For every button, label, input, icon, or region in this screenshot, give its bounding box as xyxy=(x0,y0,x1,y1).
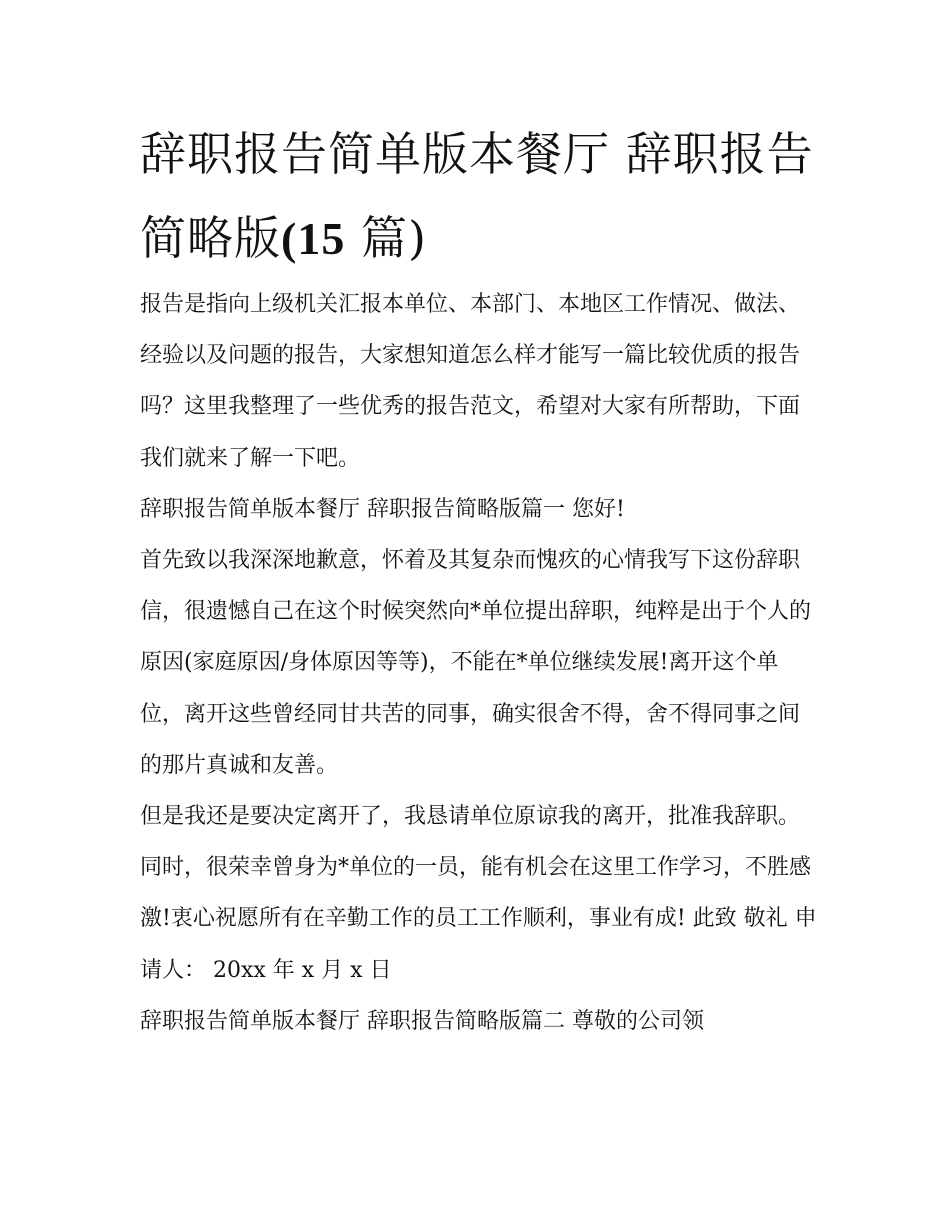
body-paragraph: 同时，很荣幸曾身为*单位的一员，能有机会在这里工作学习，不胜感激!衷心祝愿所有在辛勤工作的员工工作顺利，事业有成! 此致 敬礼 申请人： 20xx 年 x 月 x 日 xyxy=(140,855,817,983)
body-paragraph: 但是我还是要决定离开了，我恳请单位原谅我的离开，批准我辞职。 xyxy=(140,804,801,830)
document-title xyxy=(140,112,820,281)
title-text: 辞职报告简单版本餐厅 辞职报告简略版 xyxy=(140,127,814,265)
title-suffix: 篇) xyxy=(345,211,427,265)
section-heading-2: 辞职报告简单版本餐厅 辞职报告简略版篇二 尊敬的公司领 xyxy=(140,1008,704,1034)
body-paragraph: 首先致以我深深地歉意，怀着及其复杂而愧疚的心情我写下这份辞职信，很遗憾自己在这个时候突然向*单位提出辞职，纯粹是出于个人的原因(家庭原因/身体原因等等)，不能在*单位继续发展!离开这个单位，离开这些曾经同甘共苦的同事，确实很舍不得，舍不得同事之间的那片真诚和友善。 xyxy=(140,548,812,778)
section-heading-1: 辞职报告简单版本餐厅 辞职报告简略版篇一 您好! xyxy=(140,496,625,522)
intro-paragraph: 报告是指向上级机关汇报本单位、本部门、本地区工作情况、做法、经验以及问题的报告，大家想知道怎么样才能写一篇比较优质的报告吗？这里我整理了一些优秀的报告范文，希望对大家有所帮助，下面我们就来了解一下吧。 xyxy=(140,292,801,471)
document-body xyxy=(140,279,820,1047)
title-count: (15 xyxy=(281,213,346,264)
